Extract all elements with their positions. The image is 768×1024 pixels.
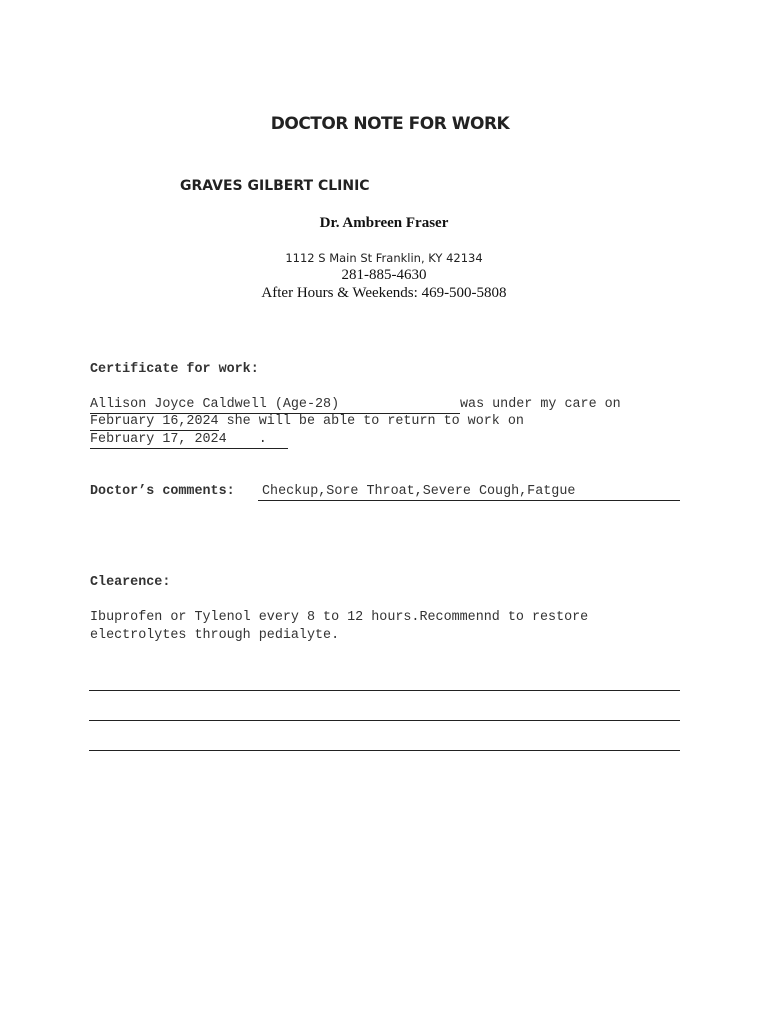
patient-name-field: Allison Joyce Caldwell (Age-28): [90, 397, 460, 414]
return-date-period: .: [258, 432, 267, 447]
blank-line: [89, 690, 680, 691]
clearance-label: Clearence:: [90, 575, 171, 590]
date-from-field: February 16,2024: [90, 414, 219, 429]
after-hours-phone: After Hours & Weekends: 469-500-5808: [261, 285, 507, 301]
clinic-name: GRAVES GILBERT CLINIC: [180, 178, 370, 194]
return-date-value: February 17, 2024: [90, 432, 227, 447]
return-date-field: [90, 432, 288, 449]
certificate-line-2: [90, 413, 524, 431]
clearance-text-line-1: Ibuprofen or Tylenol every 8 to 12 hours.Recommennd to restore: [90, 610, 589, 625]
certificate-text-1: was under my care on: [460, 397, 621, 412]
clinic-address: 1112 S Main St Franklin, KY 42134: [285, 251, 483, 265]
blank-line: [89, 750, 680, 751]
comments-label: Doctor’s comments:: [90, 484, 235, 499]
certificate-line-1: [90, 396, 621, 414]
doctor-name: Dr. Ambreen Fraser: [319, 215, 449, 231]
certificate-line-3: [90, 431, 288, 449]
clearance-text-line-2: electrolytes through pedialyte.: [90, 628, 340, 643]
clinic-phone: 281-885-4630: [341, 267, 427, 283]
certificate-text-2: she will be able to return to work on: [218, 414, 524, 429]
blank-line: [89, 720, 680, 721]
comments-field: Checkup,Sore Throat,Severe Cough,Fatgue: [258, 483, 680, 501]
certificate-label: Certificate for work:: [90, 362, 259, 377]
document-title: DOCTOR NOTE FOR WORK: [270, 114, 510, 134]
